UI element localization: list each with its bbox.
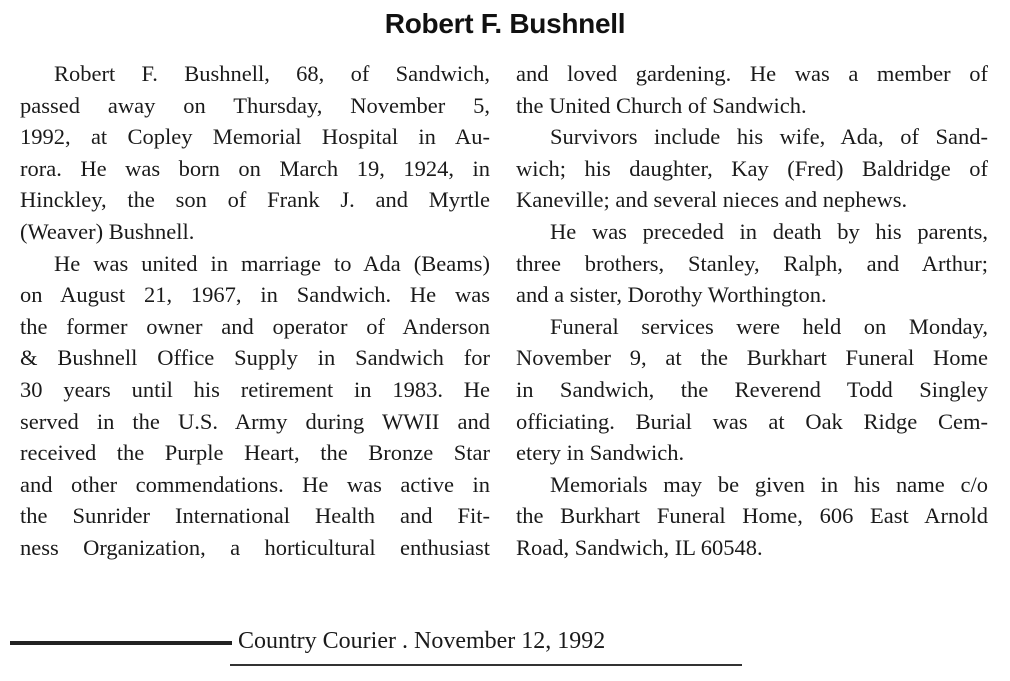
- text-line: and loved gardening. He was a member of: [516, 61, 988, 86]
- text-line: in Sandwich, the Reverend Todd Singley: [516, 376, 988, 402]
- text-line: the Sunrider International Health and Fit-: [20, 503, 490, 529]
- text-line: passed away on Thursday, November 5,: [20, 92, 490, 118]
- text-line: served in the U.S. Army during WWII and: [20, 408, 490, 434]
- text-line: November 9, at the Burkhart Funeral Home: [516, 345, 988, 371]
- obituary-title: Robert F. Bushnell: [384, 8, 626, 39]
- text-line: the former owner and operator of Anderson: [20, 313, 490, 339]
- text-line: 30 years until his retirement in 1983. He: [20, 376, 490, 402]
- left-column: [20, 58, 490, 564]
- text-line: Kaneville; and several nieces and nephews.: [516, 187, 908, 213]
- text-line: (Weaver) Bushnell.: [20, 218, 195, 244]
- footer-rule-left: [10, 641, 232, 645]
- text-line: He was united in marriage to Ada (Beams): [54, 250, 490, 276]
- text-line: the Burkhart Funeral Home, 606 East Arnold: [516, 503, 988, 529]
- text-line: Road, Sandwich, IL 60548.: [516, 534, 763, 560]
- text-line: officiating. Burial was at Oak Ridge Cem-: [516, 408, 988, 434]
- text-line: Memorials may be given in his name c/o: [550, 471, 988, 497]
- right-column: [516, 58, 988, 564]
- text-line: and a sister, Dorothy Worthington.: [516, 282, 827, 308]
- text-line: ness Organization, a horticultural enthusiast: [20, 534, 490, 560]
- text-line: 1992, at Copley Memorial Hospital in Au-: [20, 124, 490, 150]
- publication-source: Country Courier . November 12, 1992: [238, 628, 606, 654]
- text-line: Survivors include his wife, Ada, of Sand-: [550, 124, 988, 150]
- text-line: He was preceded in death by his parents,: [550, 218, 988, 244]
- text-line: received the Purple Heart, the Bronze Star: [20, 440, 490, 466]
- text-line: rora. He was born on March 19, 1924, in: [20, 155, 490, 181]
- text-line: Robert F. Bushnell, 68, of Sandwich,: [54, 61, 490, 86]
- text-line: Hinckley, the son of Frank J. and Myrtle: [20, 187, 490, 213]
- text-line: Funeral services were held on Monday,: [550, 313, 988, 339]
- text-line: three brothers, Stanley, Ralph, and Arthur;: [516, 250, 988, 276]
- footer-underline: [230, 664, 742, 666]
- text-line: etery in Sandwich.: [516, 440, 685, 466]
- text-line: wich; his daughter, Kay (Fred) Baldridge of: [516, 155, 988, 181]
- text-line: and other commendations. He was active in: [20, 471, 490, 497]
- text-line: & Bushnell Office Supply in Sandwich for: [20, 345, 490, 371]
- text-line: on August 21, 1967, in Sandwich. He was: [20, 282, 490, 308]
- text-line: the United Church of Sandwich.: [516, 92, 807, 118]
